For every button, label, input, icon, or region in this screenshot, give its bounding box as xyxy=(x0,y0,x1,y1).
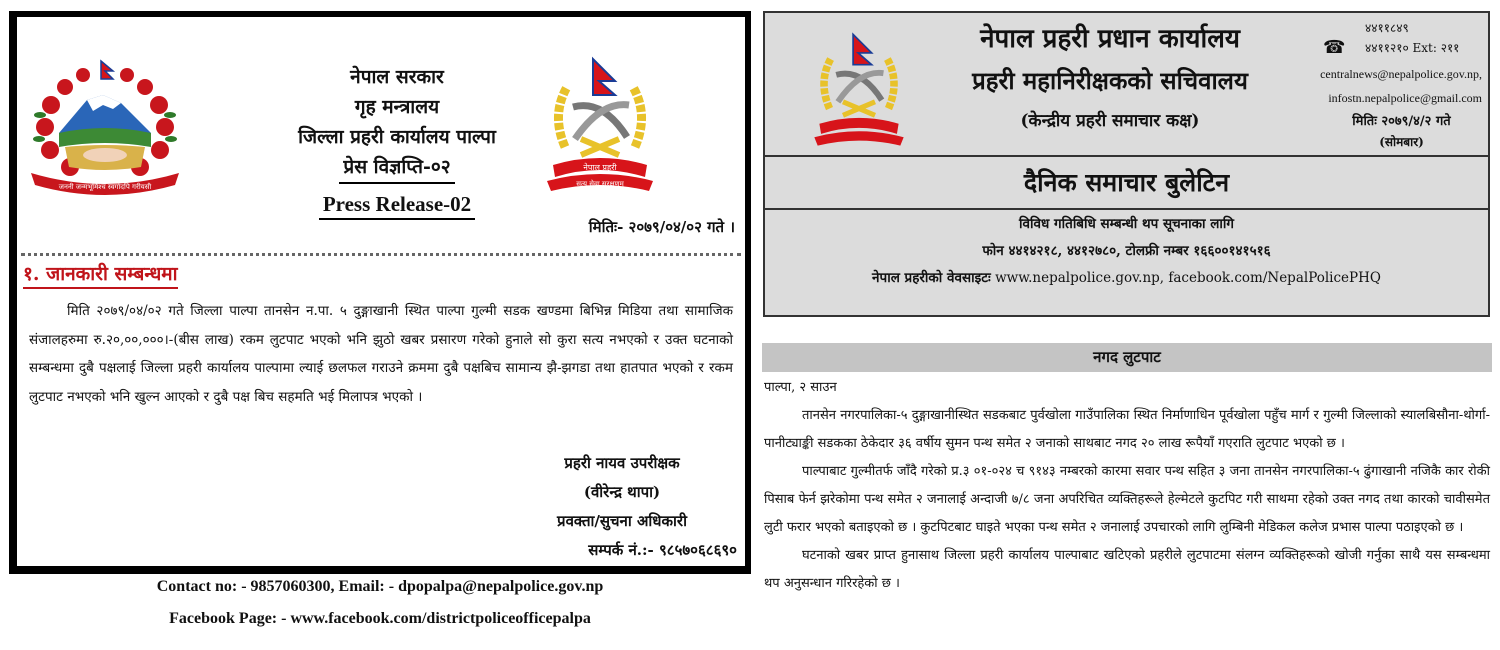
news-headline: नगद लुटपाट xyxy=(762,343,1492,372)
signatory-name: (वीरेन्द्र थापा) xyxy=(583,483,661,501)
info-title: विविध गतिबिधि सम्बन्धी थप सूचनाका लागि xyxy=(1019,216,1234,232)
signature-block xyxy=(507,449,737,565)
bulletin-header-box xyxy=(763,11,1490,317)
news-article xyxy=(764,374,1490,598)
dotted-divider xyxy=(21,253,741,256)
bulletin-masthead xyxy=(765,13,1488,157)
news-paragraph: तानसेन नगरपालिका-५ दुङ्गाखानीस्थित सडकबाट पुर्वखोला गाउँपालिका स्थित निर्माणाधिन पूर्वखोला पहुँच मार्ग र गुल्मी जिल्लाको स्यालबिसौना-थोर्गा-पानीट्याङ्की सडकका ठेकेदार ३६ वर्षीय सुमन पन्थ समेत २ जनाको साथबाट नगद २० लाख रूपैयाँ गएराति लुटपाट भएको छ । xyxy=(764,408,1490,451)
nepal-police-logo-icon xyxy=(803,31,915,149)
info-phone: फोन ४४१४२१८, ४४१२७८०, टोलफ्री नम्बर १६६००१४१५१६ xyxy=(982,243,1271,259)
press-release-body xyxy=(29,297,733,411)
footer-contact: Contact no: - 9857060300, Email: - dpopalpa@nepalpolice.gov.np xyxy=(156,578,604,595)
nepal-government-emblem-icon xyxy=(25,55,185,205)
secretariat-title: प्रहरी महानिरीक्षकको सचिवालय xyxy=(972,66,1248,95)
phone-number-2: ४४११२१० Ext: २११ xyxy=(1365,41,1460,55)
news-paragraph: घटनाको खबर प्राप्त हुनासाथ जिल्ला प्रहरी कार्यालय पाल्पाबाट खटिएको प्रहरीले लुटपाटमा संलग्न व्यक्तिहरूको खोजी गर्नुका साथै यस सम्बन्धमा थप अनुसन्धान गरिरहेको छ । xyxy=(764,548,1490,591)
svg-text:नेपाल प्रहरी: नेपाल प्रहरी xyxy=(583,163,617,172)
office-name: जिल्ला प्रहरी कार्यालय पाल्पा xyxy=(298,126,496,148)
bulletin-info xyxy=(765,211,1488,292)
press-release-header xyxy=(247,62,547,220)
nepal-police-logo-icon xyxy=(545,55,655,195)
press-release-box xyxy=(9,11,751,574)
svg-text:जननी जन्मभूमिश्च स्वर्गादपि गर: जननी जन्मभूमिश्च स्वर्गादपि गरीयसी xyxy=(58,183,152,191)
daily-bulletin-banner: दैनिक समाचार बुलेटिन xyxy=(765,157,1488,210)
section-title: १. जानकारी सम्बन्धमा xyxy=(23,261,178,289)
info-website xyxy=(765,265,1488,292)
email-2[interactable]: infostn.nepalpolice@gmail.com xyxy=(1328,91,1482,105)
phone-number-1: ४४११८४९ xyxy=(1365,21,1409,35)
email-1[interactable]: centralnews@nepalpolice.gov.np, xyxy=(1320,67,1482,81)
signatory-role: प्रवक्ता/सुचना अधिकारी xyxy=(557,512,687,530)
ministry-name: गृह मन्त्रालय xyxy=(354,96,440,118)
press-release-title-en: Press Release-02 xyxy=(319,190,475,220)
news-dateline: पाल्पा, २ साउन xyxy=(764,380,837,395)
press-release-paragraph: मिति २०७९/०४/०२ गते जिल्ला पाल्पा तानसेन न.पा. ५ दुङ्गाखानी स्थित पाल्पा गुल्मी सडक खण्डमा बिभिन्न मिडिया तथा सामाजिक संजालहरुमा रु.२०,००,०००।-(बीस लाख) रकम लुटपाट भएको भनि झुठो खबर प्रसारण गरेको हुनाले सो कुरा सत्य नभएको र उक्त घटनाको सम्बन्धमा दुबै पक्षलाई जिल्ला प्रहरी कार्यालय पाल्पामा ल्याई छलफल गराउने क्रममा दुबै पक्षबिच सामान्य झै-झगडा तथा हातपात भएको र रकम लुटपाट नभएको भनि खुल्न आएको र दुबै पक्ष बिच सहमति भई मिलापत्र भएको । xyxy=(29,303,733,405)
bulletin-date: मितिः २०७९/४/२ गते xyxy=(1352,114,1451,129)
signatory-rank: प्रहरी नायव उपरीक्षक xyxy=(564,454,680,472)
footer-facebook: Facebook Page: - www.facebook.com/districtpoliceofficepalpa xyxy=(169,610,591,627)
website-label: नेपाल प्रहरीको वेवसाइटः xyxy=(872,270,991,286)
signatory-contact: सम्पर्क नं.:- ९८५७०६८६९० xyxy=(588,541,737,559)
news-paragraph: पाल्पाबाट गुल्मीतर्फ जाँदै गरेको प्र.३ ०१-०२४ च ९१४३ नम्बरको कारमा सवार पन्थ सहित ३ जना तानसेन नगरपालिका-५ ढुंगाखानी नजिकै कार रोकी पिसाब फेर्न झरेकोमा पन्थ समेत २ जनालाई अन्दाजी ७/८ जना अपरिचित व्यक्तिहरूले हेल्मेटले कुटपिट गरी साथमा रहेको उक्त नगद तथा कारको चावीसमेत लुटी फरार भएको बताइएको छ । कुटपिटबाट घाइते भएका पन्थ समेत २ जनालाई उपचारको लागि लुम्बिनी मेडिकल कलेज प्रभास पाल्पा पठाइएको छ । xyxy=(764,464,1490,535)
gov-name: नेपाल सरकार xyxy=(350,66,444,88)
bulletin-day: (सोमबार) xyxy=(1379,135,1424,149)
news-room-title: (केन्द्रीय प्रहरी समाचार कक्ष) xyxy=(1020,111,1200,131)
website-links[interactable]: www.nepalpolice.gov.np, facebook.com/NepalPolicePHQ xyxy=(995,270,1381,286)
svg-text:सत्य सेवा सुरक्षणम्: सत्य सेवा सुरक्षणम् xyxy=(576,180,624,188)
bulletin-titles xyxy=(930,17,1290,141)
telephone-icon: ☎ xyxy=(1323,37,1346,58)
press-release-title-np: प्रेस विज्ञप्ति-०२ xyxy=(339,152,454,184)
press-release-date: मितिः- २०७९/०४/०२ गते । xyxy=(588,218,735,236)
hq-title: नेपाल प्रहरी प्रधान कार्यालय xyxy=(980,24,1240,54)
